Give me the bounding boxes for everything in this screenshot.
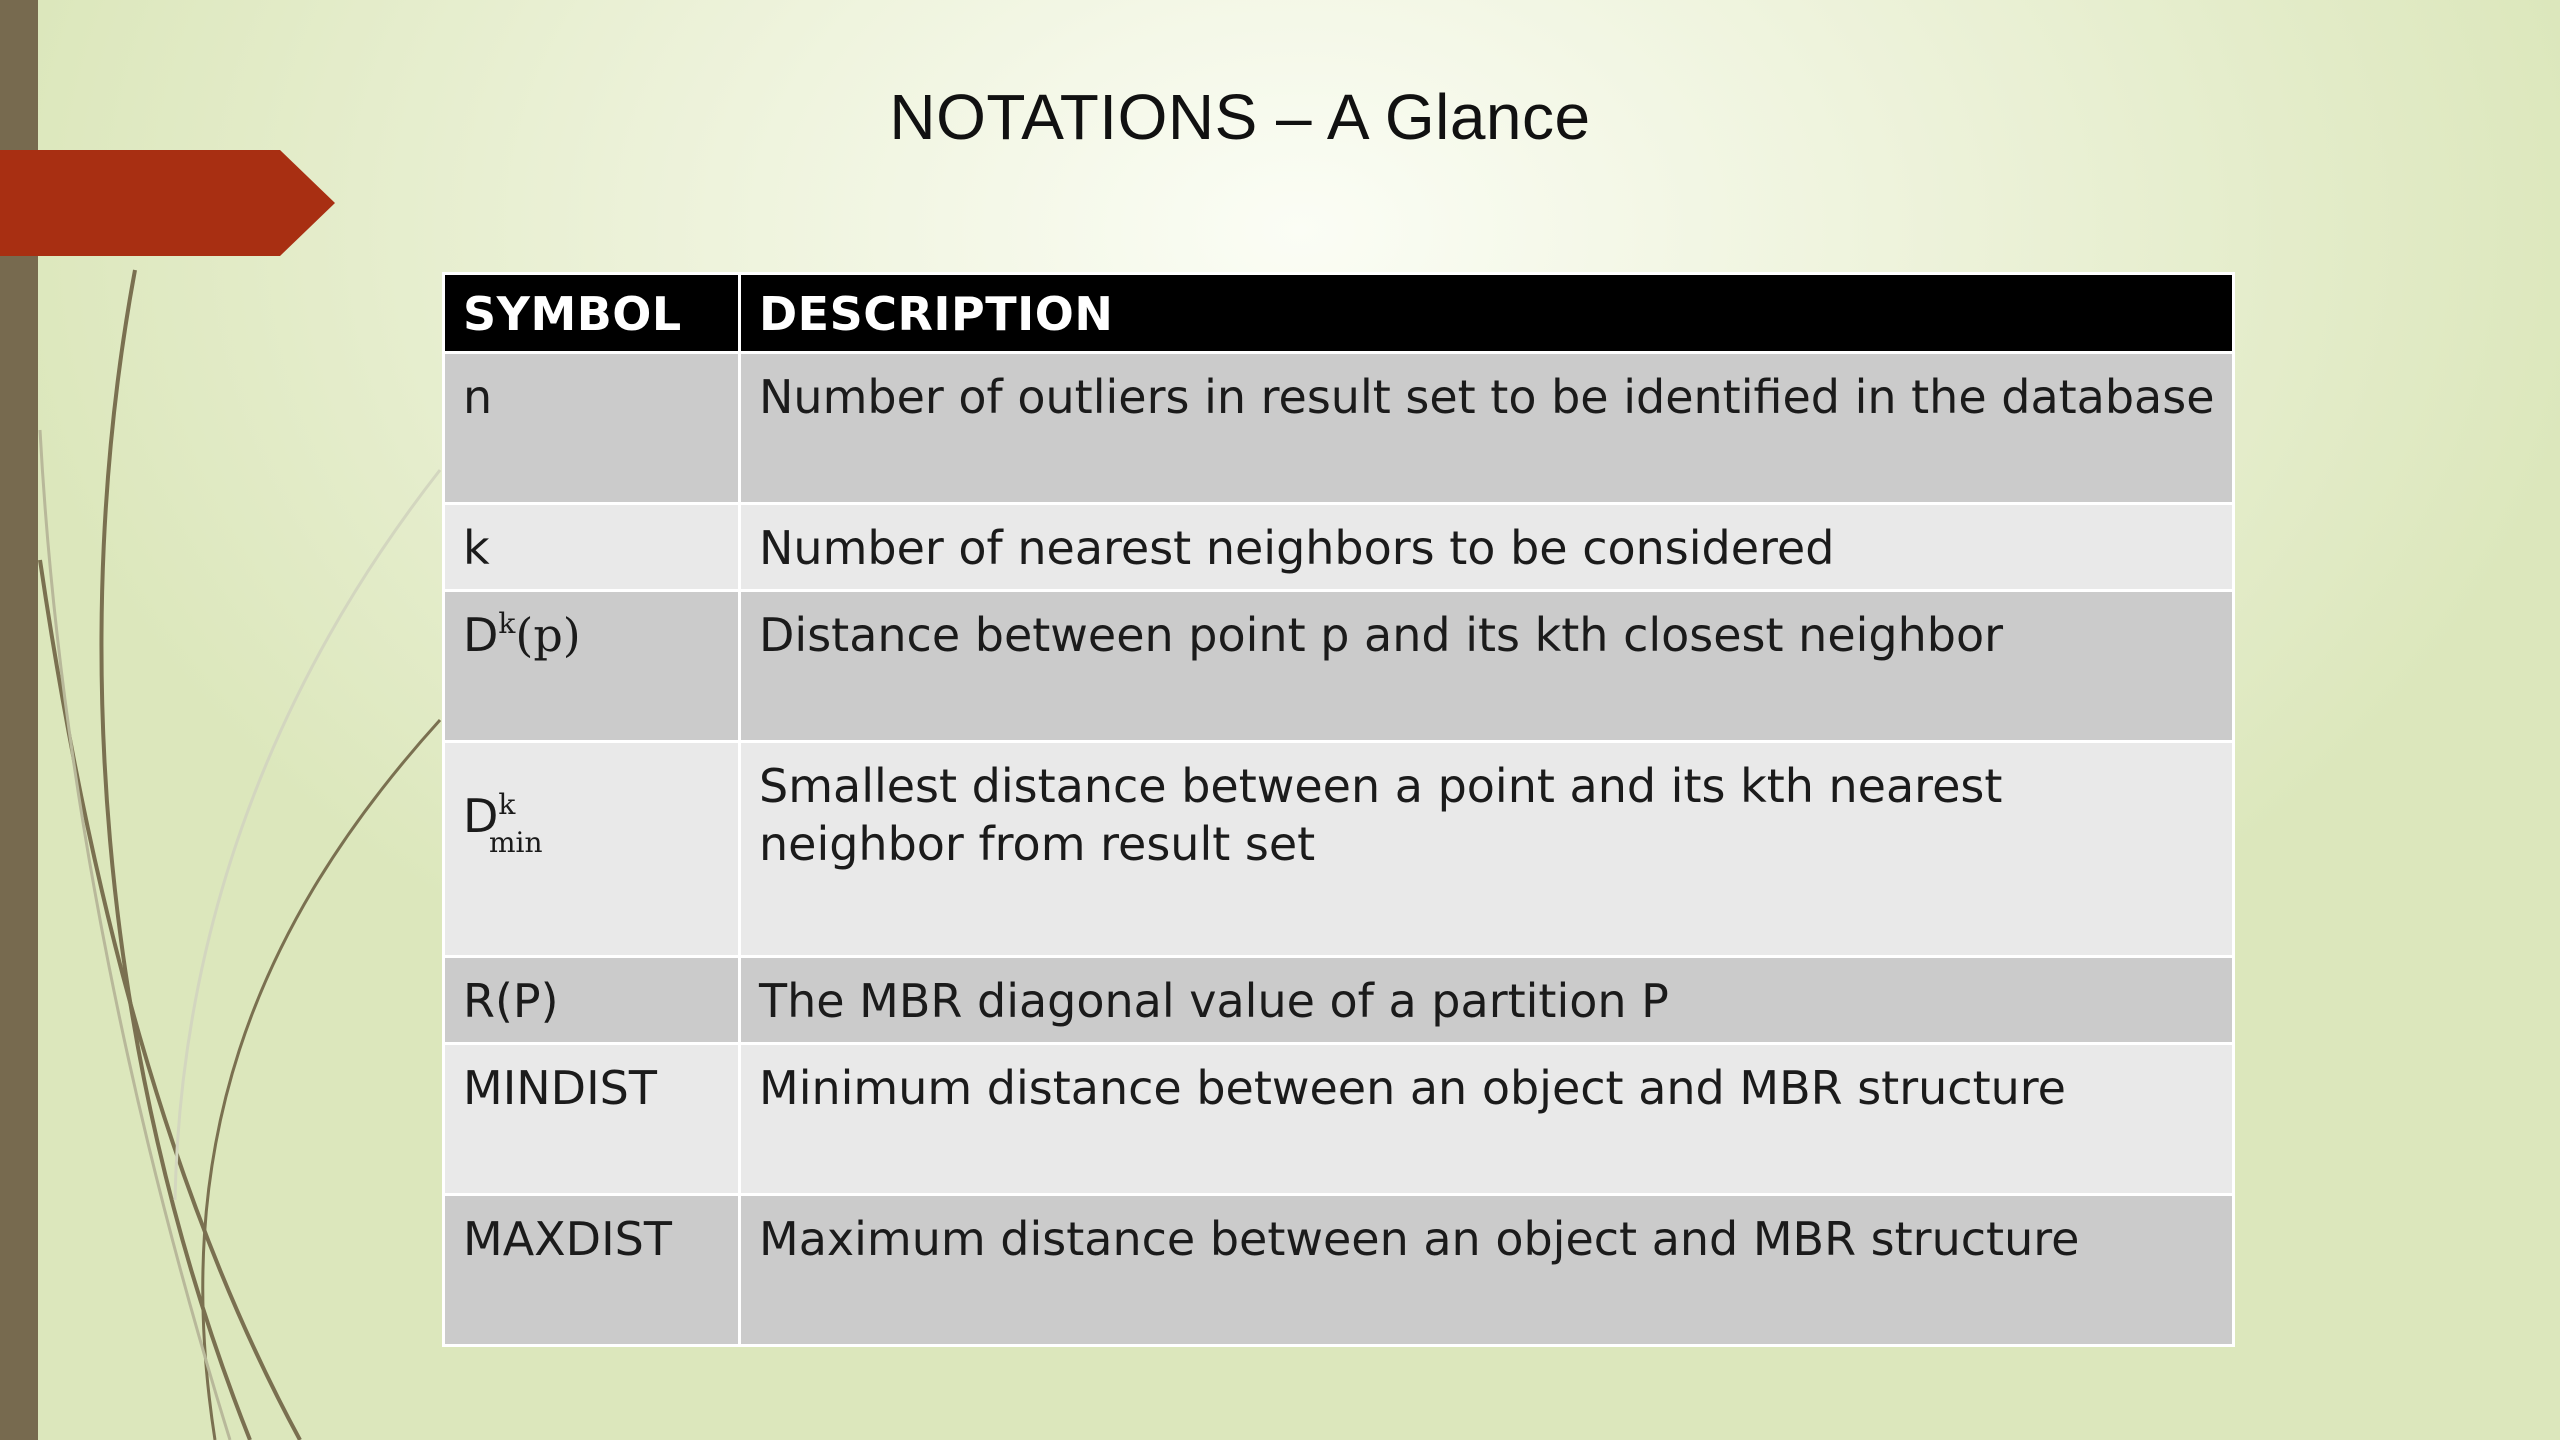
symbol-text: MAXDIST — [463, 1212, 672, 1266]
table-row — [444, 591, 2234, 742]
description-cell: The MBR diagonal value of a partition P — [740, 957, 2234, 1044]
symbol-argument: (p) — [515, 608, 581, 662]
symbol-superscript: k — [498, 607, 516, 640]
description-cell: Maximum distance between an object and MBR structure — [740, 1195, 2234, 1346]
table-row — [444, 1195, 2234, 1346]
symbol-superscript: k — [498, 788, 516, 821]
symbol-base: D — [463, 789, 499, 843]
swoosh-line — [203, 720, 440, 1440]
table-row — [444, 1044, 2234, 1195]
swoosh-line — [101, 270, 250, 1440]
symbol-cell — [444, 504, 740, 591]
swoosh-line — [40, 560, 300, 1440]
red-arrow-tab — [0, 150, 335, 256]
symbol-subscript: min — [489, 826, 543, 859]
table-row — [444, 742, 2234, 957]
table-row — [444, 353, 2234, 504]
description-cell: Number of nearest neighbors to be considered — [740, 504, 2234, 591]
symbol-base: D — [463, 608, 499, 662]
symbol-cell — [444, 353, 740, 504]
slide-title: NOTATIONS – A Glance — [889, 81, 1591, 153]
symbol-dmin — [463, 787, 543, 857]
table-header-row — [444, 274, 2234, 353]
symbol-cell — [444, 742, 740, 957]
notation-table — [442, 272, 2235, 1347]
header-symbol: SYMBOL — [444, 274, 740, 353]
symbol-cell — [444, 1195, 740, 1346]
symbol-text: MINDIST — [463, 1061, 657, 1115]
symbol-cell — [444, 1044, 740, 1195]
header-description: DESCRIPTION — [740, 274, 2234, 353]
symbol-cell — [444, 957, 740, 1044]
symbol-cell — [444, 591, 740, 742]
table-row — [444, 957, 2234, 1044]
description-cell: Minimum distance between an object and MBR structure — [740, 1044, 2234, 1195]
symbol-text: n — [463, 370, 493, 424]
description-cell: Smallest distance between a point and its kth nearest neighbor from result set — [740, 742, 2234, 957]
symbol-text: R(P) — [463, 974, 559, 1028]
description-cell: Number of outliers in result set to be identified in the database — [740, 353, 2234, 504]
table-row — [444, 504, 2234, 591]
swoosh-line — [175, 470, 440, 1200]
description-cell: Distance between point p and its kth closest neighbor — [740, 591, 2234, 742]
symbol-text: k — [463, 521, 490, 575]
